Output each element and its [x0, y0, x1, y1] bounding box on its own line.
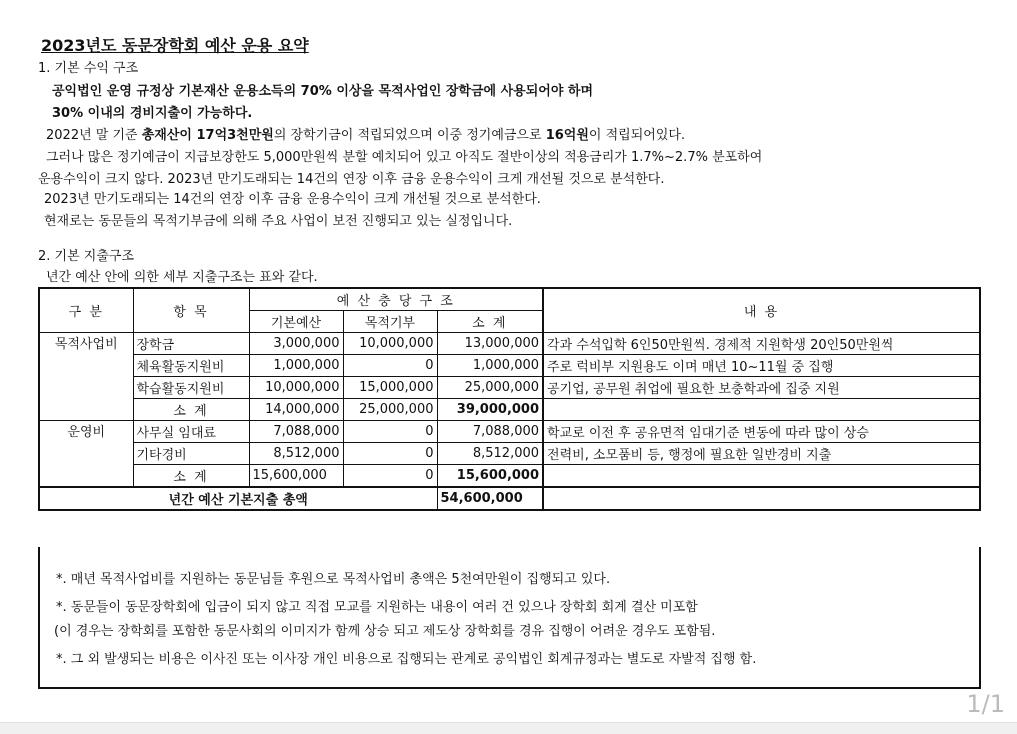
row-sum: 1,000,000 — [437, 355, 543, 377]
table-row-subtotal — [39, 399, 980, 421]
row-item: 장학금 — [133, 333, 249, 355]
row-sum: 7,088,000 — [437, 421, 543, 443]
table-row — [39, 443, 980, 465]
row-content: 전력비, 소모품비 등, 행정에 필요한 일반경비 지출 — [543, 443, 980, 465]
row-item: 소 계 — [133, 465, 249, 488]
row-basic: 3,000,000 — [249, 333, 343, 355]
document-title: 2023년도 동문장학회 예산 운용 요약 — [41, 36, 309, 55]
row-content: 각과 수석입학 6인50만원씩. 경제적 지원학생 20인50만원씩 — [543, 333, 980, 355]
row-content: 학교로 이전 후 공유면적 임대기준 변동에 따라 많이 상승 — [543, 421, 980, 443]
row-sum: 25,000,000 — [437, 377, 543, 399]
note-3: (이 경우는 장학회를 포함한 동문사회의 이미지가 함께 상승 되고 제도상 장학회를 경유 집행이 어려운 경우도 포함됨. — [54, 624, 716, 639]
table-header-row — [39, 288, 980, 311]
row-content — [543, 399, 980, 421]
row-purpose: 0 — [343, 465, 437, 488]
row-purpose: 15,000,000 — [343, 377, 437, 399]
budget-table — [38, 287, 981, 511]
row-sum: 8,512,000 — [437, 443, 543, 465]
section1-heading: 1. 기본 수익 구조 — [38, 61, 139, 76]
header-subtotal: 소 계 — [437, 311, 543, 333]
row-item: 기타경비 — [133, 443, 249, 465]
category-purpose-business: 목적사업비 — [39, 333, 133, 421]
row-item: 학습활동지원비 — [133, 377, 249, 399]
p1-text-e: 이 적립되어있다. — [588, 128, 686, 143]
row-sum: 39,000,000 — [437, 399, 543, 421]
row-sum: 13,000,000 — [437, 333, 543, 355]
row-basic: 1,000,000 — [249, 355, 343, 377]
section1-paragraph1 — [46, 128, 685, 144]
table-row — [39, 377, 980, 399]
table-row — [39, 421, 980, 443]
table-row-subtotal — [39, 465, 980, 488]
row-basic: 14,000,000 — [249, 399, 343, 421]
row-content: 공기업, 공무원 취업에 필요한 보충학과에 집중 지원 — [543, 377, 980, 399]
note-2: *. 동문들이 동문장학회에 입금이 되지 않고 직접 모교를 지원하는 내용이 여러 건 있으나 장학회 회계 결산 미포함 — [56, 600, 698, 615]
section2-intro: 년간 예산 안에 의한 세부 지출구조는 표와 같다. — [46, 270, 318, 285]
section1-paragraph5: 현재로는 동문들의 목적기부금에 의해 주요 사업이 보전 진행되고 있는 실정입니다. — [44, 214, 513, 229]
p1-deposit-amount: 16억원 — [545, 128, 589, 143]
header-category: 구 분 — [39, 288, 133, 333]
row-purpose: 0 — [343, 443, 437, 465]
p1-total-assets: 총재산이 17억3천만원 — [141, 128, 274, 143]
page-indicator: 1/1 — [966, 690, 1005, 718]
total-content-empty — [543, 487, 980, 510]
row-basic: 10,000,000 — [249, 377, 343, 399]
section2-heading: 2. 기본 지출구조 — [38, 249, 135, 264]
section1-bold-line2: 30% 이내의 경비지출이 가능하다. — [52, 106, 253, 121]
row-basic: 7,088,000 — [249, 421, 343, 443]
row-purpose: 0 — [343, 421, 437, 443]
table-row — [39, 333, 980, 355]
row-purpose: 0 — [343, 355, 437, 377]
note-1: *. 매년 목적사업비를 지원하는 동문님들 후원으로 목적사업비 총액은 5천여만원이 집행되고 있다. — [56, 572, 611, 587]
row-sum: 15,600,000 — [437, 465, 543, 488]
header-content: 내 용 — [543, 288, 980, 333]
total-label: 년간 예산 기본지출 총액 — [39, 487, 437, 510]
viewer-bottom-bar — [0, 722, 1017, 734]
row-purpose: 25,000,000 — [343, 399, 437, 421]
header-purpose-donation: 목적기부 — [343, 311, 437, 333]
section1-paragraph2: 그러나 많은 정기예금이 지급보장한도 5,000만원씩 분할 예치되어 있고 아직도 절반이상의 적용금리가 1.7%~2.7% 분포하여 — [46, 150, 763, 165]
section1-paragraph4: 2023년 만기도래되는 14건의 연장 이후 금융 운용수익이 크게 개선될 것으로 분석한다. — [44, 192, 541, 207]
total-value: 54,600,000 — [437, 487, 543, 510]
row-purpose: 10,000,000 — [343, 333, 437, 355]
section1-bold-line1: 공익법인 운영 규정상 기본재산 운용소득의 70% 이상을 목적사업인 장학금에 사용되어야 하며 — [52, 84, 594, 99]
table-total-row — [39, 487, 980, 510]
p1-text-a: 2022년 말 기준 — [46, 128, 142, 143]
note-4: *. 그 외 발생되는 비용은 이사진 또는 이사장 개인 비용으로 집행되는 관계로 공익법인 회계규정과는 별도로 자발적 집행 함. — [56, 652, 757, 667]
row-item: 소 계 — [133, 399, 249, 421]
header-basic-budget: 기본예산 — [249, 311, 343, 333]
row-content: 주로 럭비부 지원용도 이며 매년 10~11월 중 집행 — [543, 355, 980, 377]
section1-paragraph3: 운용수익이 크지 않다. 2023년 만기도래되는 14건의 연장 이후 금융 운용수익이 크게 개선될 것으로 분석한다. — [38, 172, 665, 187]
category-operating: 운영비 — [39, 421, 133, 488]
notes-box — [38, 547, 981, 689]
header-item: 항 목 — [133, 288, 249, 333]
row-basic: 15,600,000 — [249, 465, 343, 488]
header-budget-structure: 예 산 충 당 구 조 — [249, 288, 543, 311]
p1-text-c: 의 장학기금이 적립되었으며 이중 정기예금으로 — [273, 128, 546, 143]
row-item: 체육활동지원비 — [133, 355, 249, 377]
row-content — [543, 465, 980, 488]
row-basic: 8,512,000 — [249, 443, 343, 465]
row-item: 사무실 임대료 — [133, 421, 249, 443]
table-row — [39, 355, 980, 377]
